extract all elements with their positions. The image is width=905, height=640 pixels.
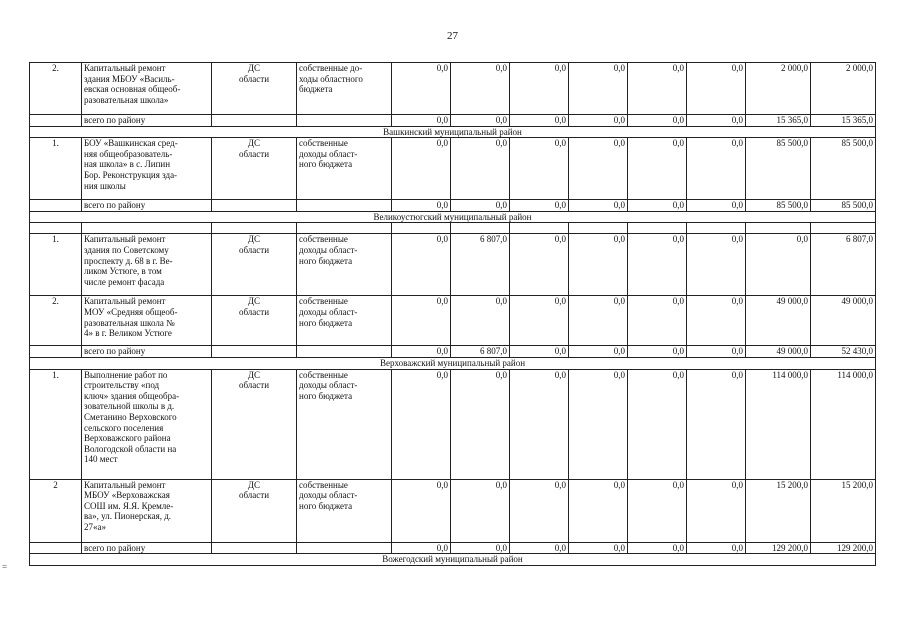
value-cell: 0,0 bbox=[451, 138, 510, 200]
resp-line: области bbox=[238, 148, 270, 159]
name-line: сельского поселения bbox=[84, 422, 164, 433]
total-value: 0,0 bbox=[392, 200, 451, 212]
table-row bbox=[30, 234, 876, 296]
table-row bbox=[30, 138, 876, 200]
empty-cell bbox=[628, 223, 687, 234]
name-line: здания по Советскому bbox=[84, 244, 169, 255]
row-number: 1. bbox=[30, 369, 82, 479]
fin-line: собственные bbox=[299, 138, 348, 149]
total-row bbox=[30, 115, 876, 127]
total-value: 0,0 bbox=[569, 200, 628, 212]
fin-line: собственные bbox=[299, 234, 348, 245]
row-number: 2. bbox=[30, 63, 82, 115]
name-line: 4» в г. Великом Устюге bbox=[84, 328, 172, 339]
total-value: 0,0 bbox=[687, 346, 746, 358]
resp-line: области bbox=[238, 73, 270, 84]
total-row bbox=[30, 346, 876, 358]
name-line: Сметанино Верховского bbox=[84, 411, 177, 422]
resp-line: ДС bbox=[247, 369, 261, 380]
value-cell: 0,0 bbox=[451, 63, 510, 115]
value-cell: 0,0 bbox=[392, 234, 451, 296]
total-row bbox=[30, 542, 876, 554]
funding-source bbox=[297, 63, 392, 115]
fin-line: собственные bbox=[299, 296, 348, 307]
budget-table bbox=[29, 62, 876, 566]
name-line: числе ремонт фасада bbox=[84, 276, 165, 287]
value-cell: 6 807,0 bbox=[811, 234, 876, 296]
value-cell: 0,0 bbox=[746, 234, 811, 296]
empty-cell bbox=[297, 542, 392, 554]
fin-line: собственные bbox=[299, 479, 348, 490]
responsible bbox=[212, 479, 297, 542]
empty-cell bbox=[746, 223, 811, 234]
resp-line: ДС bbox=[247, 296, 261, 307]
responsible bbox=[212, 369, 297, 479]
empty-cell bbox=[811, 223, 876, 234]
name-line: МОУ «Средняя общеоб- bbox=[84, 306, 178, 317]
total-value: 0,0 bbox=[510, 542, 569, 554]
total-value: 52 430,0 bbox=[811, 346, 876, 358]
name-line: ния школы bbox=[84, 180, 126, 191]
total-value: 0,0 bbox=[569, 346, 628, 358]
empty-cell bbox=[297, 346, 392, 358]
total-value: 129 200,0 bbox=[746, 542, 811, 554]
name-line: ликом Устюге, в том bbox=[84, 266, 162, 277]
value-cell: 0,0 bbox=[392, 296, 451, 346]
fin-line: доходы област- bbox=[299, 490, 358, 501]
funding-source bbox=[297, 138, 392, 200]
value-cell: 0,0 bbox=[628, 479, 687, 542]
value-cell: 15 200,0 bbox=[746, 479, 811, 542]
row-number: 2 bbox=[30, 479, 82, 542]
total-value: 0,0 bbox=[687, 200, 746, 212]
fin-line: собственные до- bbox=[299, 63, 363, 73]
value-cell: 49 000,0 bbox=[746, 296, 811, 346]
name-line: Верховажского района bbox=[84, 433, 171, 444]
object-name bbox=[82, 234, 212, 296]
funding-source bbox=[297, 369, 392, 479]
region-title: Верховажский муниципальный район bbox=[30, 357, 876, 369]
name-line: 140 мест bbox=[84, 454, 118, 465]
name-line: Капитальный ремонт bbox=[84, 63, 166, 73]
empty-cell bbox=[212, 223, 297, 234]
value-cell: 0,0 bbox=[510, 63, 569, 115]
resp-line: области bbox=[238, 490, 270, 501]
name-line: строительству «под bbox=[84, 380, 160, 391]
value-cell: 2 000,0 bbox=[746, 63, 811, 115]
name-line: разовательная школа» bbox=[84, 94, 169, 105]
name-line: разовательная школа № bbox=[84, 317, 175, 328]
value-cell: 6 807,0 bbox=[451, 234, 510, 296]
value-cell: 0,0 bbox=[510, 138, 569, 200]
empty-cell bbox=[82, 223, 212, 234]
region-title: Вожегодский муниципальный район bbox=[30, 554, 876, 566]
value-cell: 0,0 bbox=[687, 63, 746, 115]
empty-cell bbox=[297, 223, 392, 234]
table-row bbox=[30, 296, 876, 346]
name-line: здания МБОУ «Василь- bbox=[84, 73, 175, 84]
name-line: МБОУ «Верховажская bbox=[84, 490, 170, 501]
total-label: всего по району bbox=[82, 542, 212, 554]
value-cell: 0,0 bbox=[451, 369, 510, 479]
region-row bbox=[30, 357, 876, 369]
total-value: 6 807,0 bbox=[451, 346, 510, 358]
name-line: ключ» здания общеобра- bbox=[84, 390, 180, 401]
total-value: 49 000,0 bbox=[746, 346, 811, 358]
value-cell: 0,0 bbox=[451, 479, 510, 542]
value-cell: 0,0 bbox=[392, 479, 451, 542]
fin-line: бюджета bbox=[299, 84, 333, 95]
total-value: 0,0 bbox=[451, 200, 510, 212]
name-line: СОШ им. Я.Я. Кремле- bbox=[84, 500, 174, 511]
row-number: 1. bbox=[30, 138, 82, 200]
total-value: 0,0 bbox=[510, 346, 569, 358]
row-number: 1. bbox=[30, 234, 82, 296]
value-cell: 114 000,0 bbox=[746, 369, 811, 479]
fin-line: собственные bbox=[299, 369, 348, 380]
resp-line: области bbox=[238, 244, 270, 255]
value-cell: 0,0 bbox=[628, 369, 687, 479]
total-value: 0,0 bbox=[392, 115, 451, 127]
name-line: Вологодской области на bbox=[84, 443, 177, 454]
value-cell: 49 000,0 bbox=[811, 296, 876, 346]
value-cell: 85 500,0 bbox=[811, 138, 876, 200]
total-value: 0,0 bbox=[510, 115, 569, 127]
object-name bbox=[82, 479, 212, 542]
value-cell: 0,0 bbox=[687, 479, 746, 542]
fin-line: доходы област- bbox=[299, 148, 358, 159]
empty-cell bbox=[392, 223, 451, 234]
value-cell: 0,0 bbox=[510, 234, 569, 296]
total-value: 0,0 bbox=[451, 542, 510, 554]
funding-source bbox=[297, 296, 392, 346]
fin-line: ного бюджета bbox=[299, 317, 353, 328]
total-value: 85 500,0 bbox=[811, 200, 876, 212]
name-line: Выполнение работ по bbox=[84, 369, 168, 380]
fin-line: ходы областного bbox=[299, 73, 363, 84]
empty-cell bbox=[510, 223, 569, 234]
total-row bbox=[30, 200, 876, 212]
value-cell: 0,0 bbox=[687, 234, 746, 296]
value-cell: 0,0 bbox=[392, 369, 451, 479]
value-cell: 0,0 bbox=[392, 138, 451, 200]
region-row bbox=[30, 126, 876, 138]
name-line: 27«а» bbox=[84, 521, 106, 532]
resp-line: ДС bbox=[247, 138, 261, 149]
value-cell: 0,0 bbox=[569, 138, 628, 200]
name-line: няя общеобразователь- bbox=[84, 148, 173, 159]
fin-line: ного бюджета bbox=[299, 390, 353, 401]
value-cell: 0,0 bbox=[451, 296, 510, 346]
value-cell: 0,0 bbox=[687, 369, 746, 479]
total-value: 0,0 bbox=[628, 542, 687, 554]
value-cell: 2 000,0 bbox=[811, 63, 876, 115]
object-name bbox=[82, 369, 212, 479]
empty-cell bbox=[30, 542, 82, 554]
value-cell: 0,0 bbox=[628, 138, 687, 200]
value-cell: 0,0 bbox=[510, 479, 569, 542]
name-line: Капитальный ремонт bbox=[84, 296, 166, 307]
margin-mark: = bbox=[2, 562, 8, 572]
responsible bbox=[212, 138, 297, 200]
value-cell: 0,0 bbox=[569, 63, 628, 115]
total-value: 0,0 bbox=[687, 115, 746, 127]
funding-source bbox=[297, 479, 392, 542]
name-line: зовательной школы в д. bbox=[84, 401, 175, 412]
value-cell: 114 000,0 bbox=[811, 369, 876, 479]
fin-line: ного бюджета bbox=[299, 500, 353, 511]
resp-line: области bbox=[238, 380, 270, 391]
resp-line: области bbox=[238, 306, 270, 317]
region-title: Вашкинский муниципальный район bbox=[30, 126, 876, 138]
total-value: 0,0 bbox=[510, 200, 569, 212]
empty-cell bbox=[297, 115, 392, 127]
fin-line: ного бюджета bbox=[299, 255, 353, 266]
total-value: 0,0 bbox=[569, 542, 628, 554]
total-value: 0,0 bbox=[392, 542, 451, 554]
name-line: евская основная общеоб- bbox=[84, 84, 181, 95]
total-value: 85 500,0 bbox=[746, 200, 811, 212]
empty-cell bbox=[687, 223, 746, 234]
region-row bbox=[30, 211, 876, 223]
empty-cell bbox=[451, 223, 510, 234]
empty-cell bbox=[30, 346, 82, 358]
total-value: 0,0 bbox=[628, 115, 687, 127]
empty-cell bbox=[212, 200, 297, 212]
funding-source bbox=[297, 234, 392, 296]
row-number: 2. bbox=[30, 296, 82, 346]
table-row bbox=[30, 479, 876, 542]
empty-cell bbox=[212, 115, 297, 127]
responsible bbox=[212, 63, 297, 115]
value-cell: 0,0 bbox=[687, 296, 746, 346]
total-label: всего по району bbox=[82, 115, 212, 127]
empty-cell bbox=[30, 223, 82, 234]
table-row bbox=[30, 369, 876, 479]
fin-line: доходы област- bbox=[299, 244, 358, 255]
value-cell: 0,0 bbox=[628, 234, 687, 296]
name-line: Бор. Реконструкция зда- bbox=[84, 169, 178, 180]
value-cell: 0,0 bbox=[569, 234, 628, 296]
name-line: проспекту д. 68 в г. Ве- bbox=[84, 255, 173, 266]
name-line: Капитальный ремонт bbox=[84, 234, 166, 245]
responsible bbox=[212, 296, 297, 346]
value-cell: 0,0 bbox=[510, 369, 569, 479]
empty-cell bbox=[30, 115, 82, 127]
value-cell: 0,0 bbox=[569, 369, 628, 479]
region-row bbox=[30, 554, 876, 566]
fin-line: доходы област- bbox=[299, 306, 358, 317]
empty-cell bbox=[212, 542, 297, 554]
total-value: 129 200,0 bbox=[811, 542, 876, 554]
page-number: 27 bbox=[447, 30, 458, 42]
fin-line: ного бюджета bbox=[299, 159, 353, 170]
value-cell: 85 500,0 bbox=[746, 138, 811, 200]
total-value: 0,0 bbox=[451, 115, 510, 127]
name-line: БОУ «Вашкинская сред- bbox=[84, 138, 178, 149]
value-cell: 0,0 bbox=[392, 63, 451, 115]
empty-cell bbox=[297, 200, 392, 212]
spacer-row bbox=[30, 223, 876, 234]
resp-line: ДС bbox=[247, 234, 261, 245]
total-value: 0,0 bbox=[628, 346, 687, 358]
name-line: ная школа» в с. Липин bbox=[84, 159, 171, 170]
empty-cell bbox=[569, 223, 628, 234]
total-label: всего по району bbox=[82, 346, 212, 358]
total-label: всего по району bbox=[82, 200, 212, 212]
empty-cell bbox=[30, 200, 82, 212]
value-cell: 0,0 bbox=[628, 296, 687, 346]
total-value: 15 365,0 bbox=[746, 115, 811, 127]
value-cell: 0,0 bbox=[628, 63, 687, 115]
value-cell: 0,0 bbox=[569, 296, 628, 346]
total-value: 0,0 bbox=[392, 346, 451, 358]
name-line: ва», ул. Пионерская, д. bbox=[84, 511, 172, 522]
resp-line: ДС bbox=[247, 63, 261, 73]
value-cell: 0,0 bbox=[569, 479, 628, 542]
table-row bbox=[30, 63, 876, 115]
total-value: 0,0 bbox=[569, 115, 628, 127]
total-value: 15 365,0 bbox=[811, 115, 876, 127]
name-line: Капитальный ремонт bbox=[84, 479, 166, 490]
object-name bbox=[82, 138, 212, 200]
value-cell: 0,0 bbox=[510, 296, 569, 346]
responsible bbox=[212, 234, 297, 296]
fin-line: доходы област- bbox=[299, 380, 358, 391]
resp-line: ДС bbox=[247, 479, 261, 490]
total-value: 0,0 bbox=[687, 542, 746, 554]
object-name bbox=[82, 296, 212, 346]
value-cell: 15 200,0 bbox=[811, 479, 876, 542]
empty-cell bbox=[212, 346, 297, 358]
value-cell: 0,0 bbox=[687, 138, 746, 200]
object-name bbox=[82, 63, 212, 115]
total-value: 0,0 bbox=[628, 200, 687, 212]
region-title: Великоустюгский муниципальный район bbox=[30, 211, 876, 223]
